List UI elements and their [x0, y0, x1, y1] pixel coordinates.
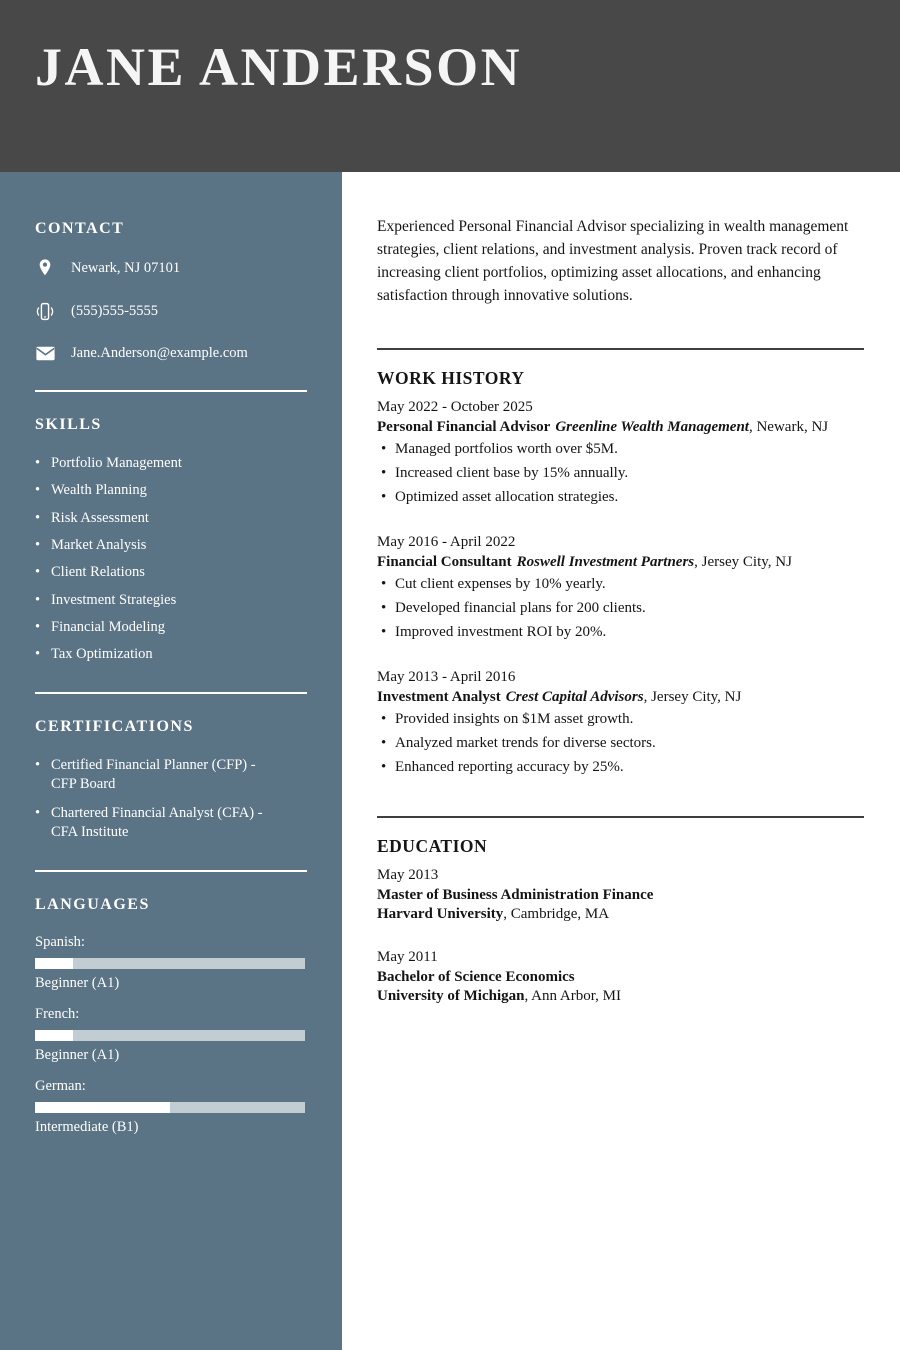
skill-item: • Wealth Planning	[35, 481, 307, 500]
body-columns	[0, 172, 900, 1350]
education-dates: May 2011	[377, 948, 438, 965]
skill-item: • Risk Assessment	[35, 509, 307, 528]
job-bullet: • Managed portfolios worth over $5M.	[377, 441, 864, 458]
job-location: , Newark, NJ	[748, 418, 829, 435]
job-entry	[377, 534, 864, 641]
skill-item: • Market Analysis	[35, 536, 307, 555]
language-level-label: Beginner (A1)	[35, 974, 120, 991]
education-school-line	[377, 988, 864, 1005]
certification-item: • Chartered Financial Analyst (CFA) - CFA Institute	[35, 804, 307, 842]
job-headline	[377, 419, 864, 436]
language-name: Spanish:	[35, 933, 85, 950]
skills-list	[35, 454, 307, 664]
skills-section	[35, 416, 307, 664]
job-bullet: • Developed financial plans for 200 clients.	[377, 600, 864, 617]
job-dates: May 2013 - April 2016	[377, 668, 516, 685]
job-bullet: • Improved investment ROI by 20%.	[377, 624, 864, 641]
sidebar-divider	[35, 692, 307, 694]
sidebar-divider	[35, 870, 307, 872]
job-location: , Jersey City, NJ	[694, 553, 792, 570]
header	[0, 0, 900, 172]
language-level-bar	[35, 1030, 305, 1041]
sidebar	[0, 172, 342, 1350]
job-bullet: • Increased client base by 15% annually.	[377, 465, 864, 482]
education-degree: Bachelor of Science Economics	[377, 968, 575, 985]
job-headline	[377, 554, 864, 571]
certification-item: • Certified Financial Planner (CFP) - CFP Board	[35, 756, 307, 794]
job-bullet: • Cut client expenses by 10% yearly.	[377, 576, 864, 593]
job-company: Crest Capital Advisors	[505, 688, 644, 705]
professional-summary: Experienced Personal Financial Advisor specializing in wealth management strategies, client relations, and investment analysis. Proven track record of increasing client portfolios, optimizing asset allocations, and enhancing satisfaction through innovative solutions.	[377, 218, 849, 304]
education-entry	[377, 867, 864, 923]
job-dates: May 2022 - October 2025	[377, 398, 533, 415]
job-role: Personal Financial Advisor	[377, 418, 551, 435]
person-name: JANE ANDERSON	[35, 37, 523, 97]
phone-icon	[35, 302, 55, 321]
skill-item: • Tax Optimization	[35, 645, 307, 664]
contact-title: CONTACT	[35, 220, 125, 237]
skill-item: • Investment Strategies	[35, 591, 307, 610]
job-bullets	[377, 711, 864, 776]
education-school: University of Michigan	[377, 987, 525, 1004]
education-dates: May 2013	[377, 866, 439, 883]
certifications-section	[35, 718, 307, 841]
education-location: , Ann Arbor, MI	[524, 987, 621, 1004]
contact-phone	[35, 302, 307, 321]
job-bullet: • Enhanced reporting accuracy by 25%.	[377, 759, 864, 776]
job-bullet: • Optimized asset allocation strategies.	[377, 489, 864, 506]
language-name: German:	[35, 1077, 86, 1094]
location-icon	[35, 258, 55, 278]
languages-section	[35, 896, 307, 1136]
skills-title: SKILLS	[35, 416, 102, 433]
language-name: French:	[35, 1005, 80, 1022]
job-bullets	[377, 441, 864, 506]
certifications-title: CERTIFICATIONS	[35, 718, 194, 736]
work-history-section	[377, 368, 864, 776]
language-item	[35, 1006, 307, 1064]
job-location: , Jersey City, NJ	[643, 688, 742, 705]
language-level-label: Beginner (A1)	[35, 1046, 120, 1063]
education-location: , Cambridge, MA	[503, 905, 610, 922]
job-bullet: • Provided insights on $1M asset growth.	[377, 711, 864, 728]
language-level-label: Intermediate (B1)	[35, 1118, 139, 1135]
education-school-line	[377, 906, 864, 923]
contact-email	[35, 345, 307, 362]
section-divider	[377, 348, 864, 350]
skill-item: • Portfolio Management	[35, 454, 307, 473]
language-item	[35, 1078, 307, 1136]
contact-section	[35, 220, 307, 362]
job-company: Roswell Investment Partners	[516, 553, 695, 570]
language-level-fill	[35, 1030, 73, 1041]
job-entry	[377, 399, 864, 506]
language-level-fill	[35, 1102, 170, 1113]
job-bullets	[377, 576, 864, 641]
job-bullet: • Analyzed market trends for diverse sectors.	[377, 735, 864, 752]
sidebar-divider	[35, 390, 307, 392]
job-company: Greenline Wealth Management	[555, 418, 749, 435]
education-title: EDUCATION	[377, 835, 488, 856]
work-history-title: WORK HISTORY	[377, 367, 525, 388]
contact-location-text: Newark, NJ 07101	[71, 259, 181, 276]
main-content	[342, 172, 900, 1350]
education-entry	[377, 949, 864, 1005]
languages-title: LANGUAGES	[35, 895, 150, 913]
contact-email-text: Jane.Anderson@example.com	[71, 345, 248, 361]
language-item	[35, 934, 307, 992]
skill-item: • Client Relations	[35, 563, 307, 582]
job-role: Investment Analyst	[377, 688, 501, 705]
section-divider	[377, 816, 864, 818]
language-level-fill	[35, 958, 73, 969]
language-level-bar	[35, 1102, 305, 1113]
email-icon	[35, 346, 55, 361]
education-section	[377, 836, 864, 1005]
job-entry	[377, 669, 864, 776]
skill-item: • Financial Modeling	[35, 618, 307, 637]
job-headline	[377, 689, 864, 706]
job-role: Financial Consultant	[377, 553, 512, 570]
education-school: Harvard University	[377, 905, 504, 922]
education-degree: Master of Business Administration Finance	[377, 886, 654, 903]
certifications-list	[35, 756, 307, 841]
job-dates: May 2016 - April 2022	[377, 533, 516, 550]
contact-phone-text: (555)555-5555	[71, 303, 158, 319]
contact-location	[35, 258, 307, 278]
language-level-bar	[35, 958, 305, 969]
